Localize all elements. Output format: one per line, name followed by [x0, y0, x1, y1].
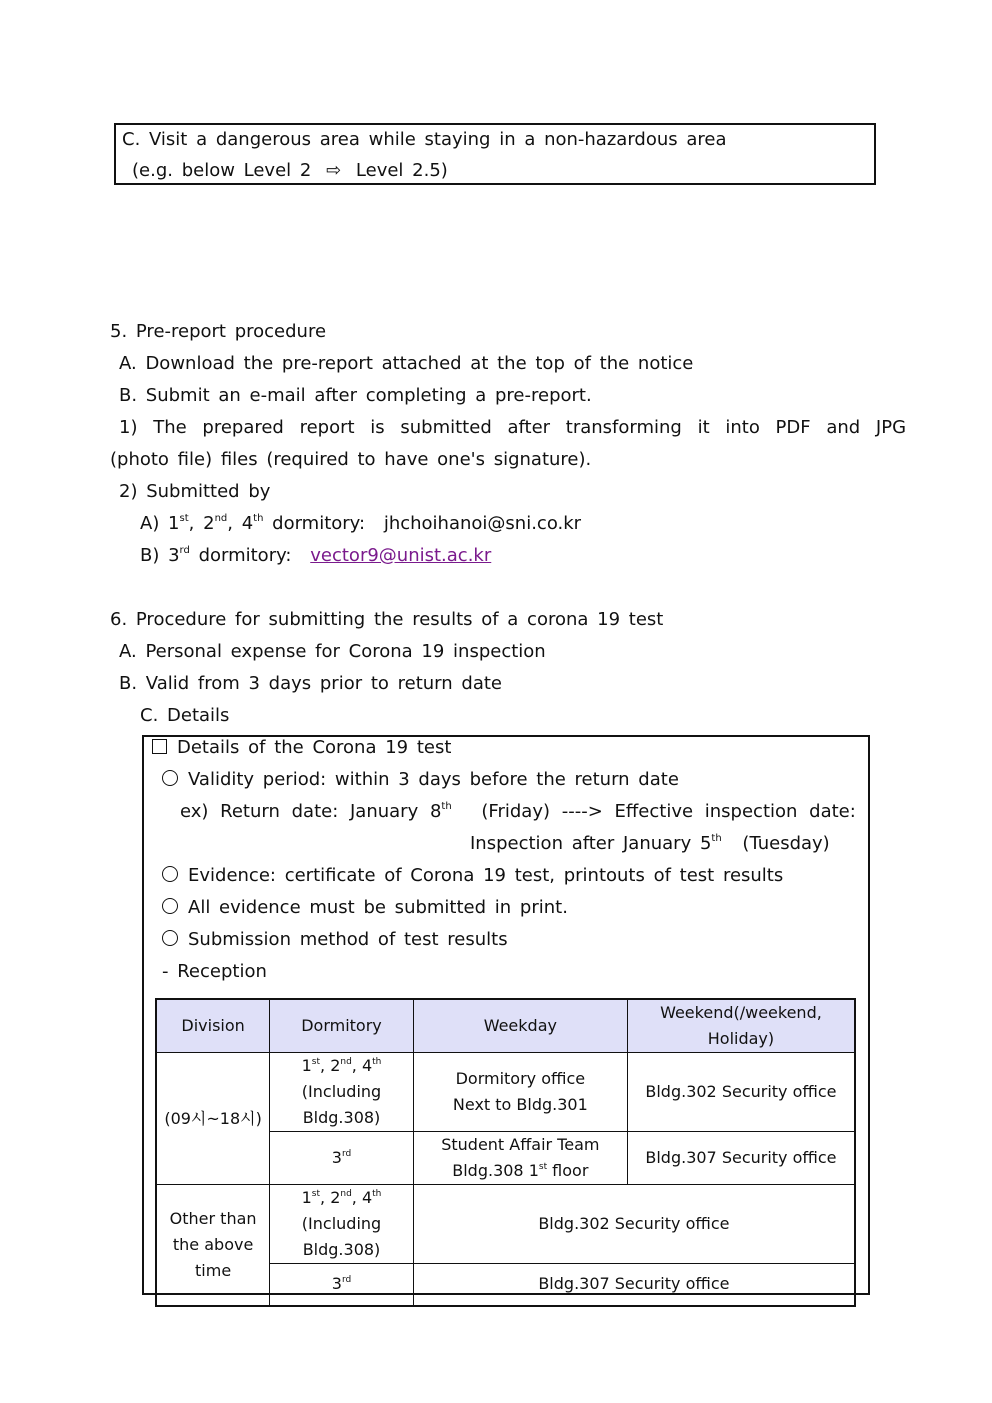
section5-item-2: 2) Submitted by	[119, 481, 271, 502]
circle-bullet-icon	[162, 930, 178, 946]
section5-sub-b	[140, 545, 491, 567]
sub-a-mid2: , 4	[227, 513, 254, 534]
circle-bullet-icon	[162, 866, 178, 882]
division-other-time	[156, 1185, 270, 1306]
num: , 4	[351, 1056, 373, 1075]
ordinal-suffix: rd	[341, 1275, 352, 1286]
ordinal-suffix: th	[372, 1189, 382, 1199]
other-time-line1: Other than	[169, 1208, 257, 1228]
header-weekend: Weekend(/weekend, Holiday)	[627, 999, 855, 1053]
ordinal-suffix: th	[441, 801, 452, 812]
reception-table	[155, 998, 856, 1307]
details-evidence	[162, 865, 783, 887]
section6-heading: 6. Procedure for submitting the results of a corona 19 test	[110, 609, 664, 630]
section-c-line2-suffix: Level 2.5)	[355, 160, 448, 181]
num: 1	[301, 1188, 312, 1207]
weekend-3: Bldg.307 Security office	[627, 1132, 855, 1185]
details-title-row	[152, 737, 451, 759]
ordinal-suffix: th	[372, 1057, 382, 1067]
ordinal-suffix: st	[311, 1189, 321, 1199]
header-weekday: Weekday	[413, 999, 627, 1053]
dorm-note-line1: (Including	[301, 1214, 382, 1233]
weekday-3-line1: Student Affair Team	[441, 1135, 600, 1154]
header-division: Division	[156, 999, 270, 1053]
sub-b-prefix: B) 3	[140, 545, 180, 566]
section5-sub-a	[140, 513, 581, 535]
table-header-row	[156, 999, 855, 1053]
details-reception: - Reception	[162, 961, 267, 982]
section5-item-a: A. Download the pre-report attached at the top of the notice	[119, 353, 694, 374]
ordinal-suffix: rd	[179, 545, 190, 556]
ordinal-suffix: th	[711, 833, 722, 844]
table-row	[156, 1053, 855, 1132]
details-example-line2	[470, 833, 830, 855]
sub-b-label: dormitory:	[189, 545, 292, 566]
details-validity	[162, 769, 679, 791]
dormitory-3	[270, 1264, 414, 1306]
circle-bullet-icon	[162, 770, 178, 786]
weekday-3	[413, 1132, 627, 1185]
sub-a-prefix: A) 1	[140, 513, 180, 534]
weekday-3-line2-suffix: floor	[547, 1161, 589, 1180]
weekday-124-line1: Dormitory office	[455, 1069, 586, 1088]
method-text: Submission method of test results	[188, 929, 508, 950]
num: 3	[331, 1148, 342, 1167]
weekend-124: Bldg.302 Security office	[627, 1053, 855, 1132]
dormitory-124	[270, 1053, 414, 1132]
num: , 2	[320, 1056, 341, 1075]
details-example-line1	[180, 801, 856, 823]
num: , 2	[320, 1188, 341, 1207]
example-line2-prefix: Inspection after January 5	[470, 833, 712, 854]
section5-heading: 5. Pre-report procedure	[110, 321, 327, 342]
other-time-line3: time	[195, 1260, 232, 1280]
ordinal-suffix: st	[538, 1162, 548, 1172]
dorm-124-ordinals	[274, 1185, 409, 1211]
other-124: Bldg.302 Security office	[413, 1185, 855, 1264]
dorm-124-ordinals	[274, 1053, 409, 1079]
num: , 4	[351, 1188, 373, 1207]
square-bullet-icon	[152, 739, 167, 754]
weekday-3-line2-prefix: Bldg.308 1	[452, 1161, 539, 1180]
ordinal-suffix: rd	[341, 1149, 352, 1159]
num: 3	[331, 1274, 342, 1294]
section-c-line2	[132, 160, 448, 182]
section5-item-b: B. Submit an e-mail after completing a pre-report.	[119, 385, 592, 406]
ordinal-suffix: st	[311, 1057, 321, 1067]
dorm-note-line1: (Including	[301, 1082, 382, 1101]
section-c-line2-prefix: (e.g. below Level 2	[132, 160, 312, 181]
division-work-hours: (09시~18시)	[156, 1053, 270, 1185]
dormitory-3	[270, 1132, 414, 1185]
ordinal-suffix: st	[179, 513, 189, 524]
section5-item-1-line1: 1) The prepared report is submitted after transforming it into PDF and JPG	[119, 417, 907, 438]
example-mid: (Friday) ----> Effective inspection date:	[481, 801, 856, 822]
print-text: All evidence must be submitted in print.	[188, 897, 568, 918]
ordinal-suffix: nd	[214, 513, 228, 524]
table-row	[156, 1185, 855, 1264]
section5-item-1-line2: (photo file) files (required to have one's signature).	[110, 449, 592, 470]
email-jhchoi: jhchoihanoi@sni.co.kr	[383, 513, 582, 534]
dorm-note-line2: Bldg.308)	[302, 1240, 381, 1259]
sub-a-label: dormitory:	[263, 513, 366, 534]
section-c-line1: C. Visit a dangerous area while staying in a non-hazardous area	[122, 129, 727, 150]
circle-bullet-icon	[162, 898, 178, 914]
ordinal-suffix: th	[253, 513, 264, 524]
dorm-note-line2: Bldg.308)	[302, 1108, 381, 1127]
other-time-line2: the above	[172, 1234, 254, 1254]
weekday-124	[413, 1053, 627, 1132]
details-print	[162, 897, 568, 919]
weekday-124-line2: Next to Bldg.301	[452, 1095, 588, 1114]
section6-item-c: C. Details	[140, 705, 230, 726]
weekday-3-line2	[418, 1158, 623, 1184]
dormitory-124	[270, 1185, 414, 1264]
details-title: Details of the Corona 19 test	[177, 737, 452, 758]
other-3: Bldg.307 Security office	[413, 1264, 855, 1306]
header-dormitory: Dormitory	[270, 999, 414, 1053]
example-prefix: ex) Return date: January 8	[180, 801, 442, 822]
details-method	[162, 929, 508, 951]
sub-a-mid1: , 2	[188, 513, 215, 534]
section6-item-b: B. Valid from 3 days prior to return date	[119, 673, 502, 694]
num: 1	[301, 1056, 312, 1075]
example-line2-suffix: (Tuesday)	[742, 833, 830, 854]
email-link-vector9[interactable]: vector9@unist.ac.kr	[310, 545, 492, 566]
section6-item-a: A. Personal expense for Corona 19 inspection	[119, 641, 546, 662]
arrow-right-icon: ⇨	[326, 160, 342, 181]
evidence-text: Evidence: certificate of Corona 19 test, printouts of test results	[188, 865, 784, 886]
ordinal-suffix: nd	[340, 1189, 352, 1199]
validity-text: Validity period: within 3 days before the return date	[188, 769, 679, 790]
ordinal-suffix: nd	[340, 1057, 352, 1067]
